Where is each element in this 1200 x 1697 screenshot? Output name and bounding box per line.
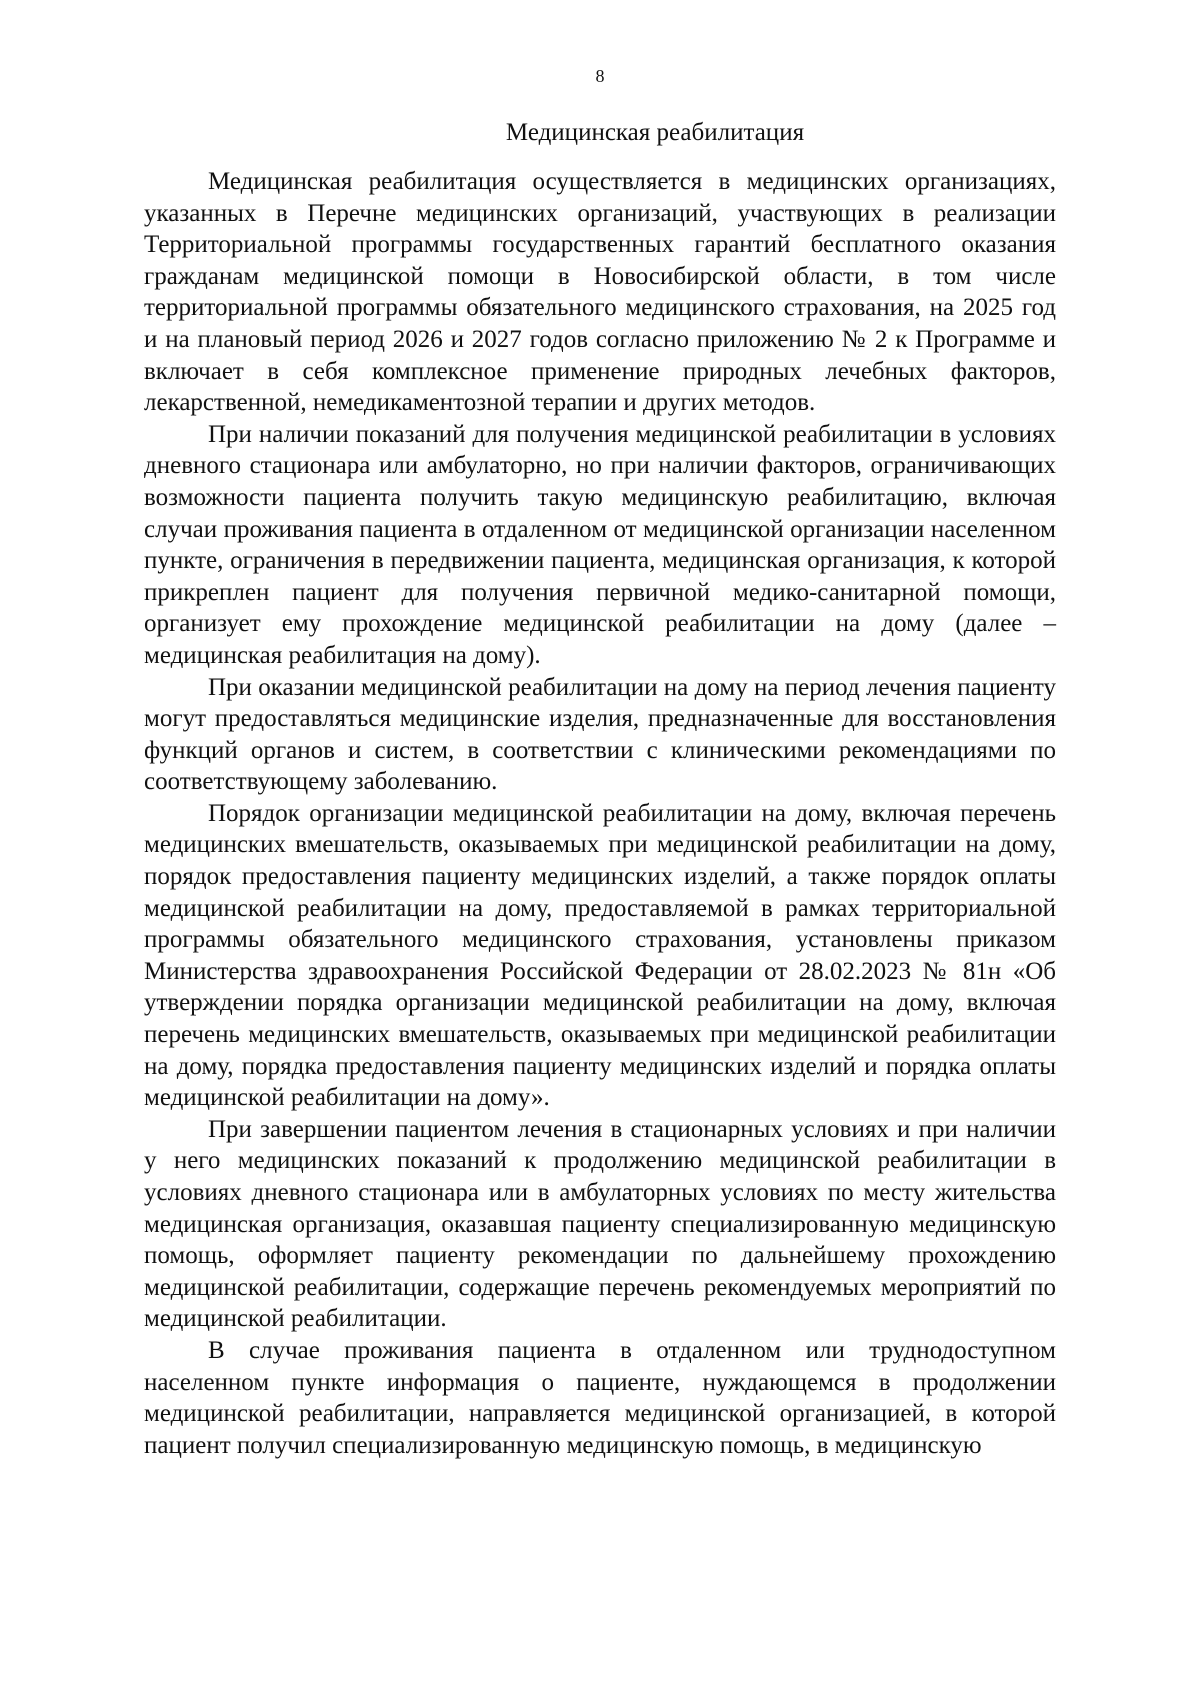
page-number: 8 bbox=[595, 66, 605, 86]
paragraph: При завершении пациентом лечения в стационарных условиях и при наличии у него медицинских показаний к продолжению медицинской реабилитации в условиях дневного стационара или в амбулаторных условиях по месту жительства медицинская организация, оказавшая пациенту специализированную медицинскую помощь, оформляет пациенту рекомендации по дальнейшему прохождению медицинской реабилитации, содержащие перечень рекомендуемых мероприятий по медицинской реабилитации. bbox=[144, 1115, 1056, 1333]
section-title: Медицинская реабилитация bbox=[505, 119, 805, 146]
paragraph: При оказании медицинской реабилитации на дому на период лечения пациенту могут предоставляться медицинские изделия, предназначенные для восстановления функций органов и систем, в соответствии с клиническими рекомендациями по соответствующему заболеванию. bbox=[144, 673, 1056, 796]
paragraph: Порядок организации медицинской реабилитации на дому, включая перечень медицинских вмешательств, оказываемых при медицинской реабилитации на дому, порядок предоставления пациенту медицинских изделий, а также порядок оплаты медицинской реабилитации на дому, предоставляемой в рамках территориальной программы обязательного медицинского страхования, установлены приказом Министерства здравоохранения Российской Федерации от 28.02.2023 № 81н «Об утверждении порядка организации медицинской реабилитации на дому, включая перечень медицинских вмешательств, оказываемых при медицинской реабилитации на дому, порядка предоставления пациенту медицинских изделий и порядка оплаты медицинской реабилитации на дому». bbox=[144, 799, 1056, 1112]
paragraph: При наличии показаний для получения медицинской реабилитации в условиях дневного стационара или амбулаторно, но при наличии факторов, ограничивающих возможности пациента получить такую медицинскую реабилитацию, включая случаи проживания пациента в отдаленном от медицинской организации населенном пункте, ограничения в передвижении пациента, медицинская организация, к которой прикреплен пациент для получения первичной медико-санитарной помощи, организует ему прохождение медицинской реабилитации на дому (далее – медицинская реабилитация на дому). bbox=[144, 420, 1056, 669]
body-text bbox=[144, 166, 1056, 1461]
paragraph: Медицинская реабилитация осуществляется в медицинских организациях, указанных в Перечне медицинских организаций, участвующих в реализации Территориальной программы государственных гарантий бесплатного оказания гражданам медицинской помощи в Новосибирской области, в том числе территориальной программы обязательного медицинского страхования, на 2025 год и на плановый период 2026 и 2027 годов согласно приложению № 2 к Программе и включает в себя комплексное применение природных лечебных факторов, лекарственной, немедикаментозной терапии и других методов. bbox=[144, 168, 1056, 417]
paragraph: В случае проживания пациента в отдаленном или труднодоступном населенном пункте информация о пациенте, нуждающемся в продолжении медицинской реабилитации, направляется медицинской организацией, в которой пациент получил специализированную медицинскую помощь, в медицинскую bbox=[144, 1336, 1056, 1459]
